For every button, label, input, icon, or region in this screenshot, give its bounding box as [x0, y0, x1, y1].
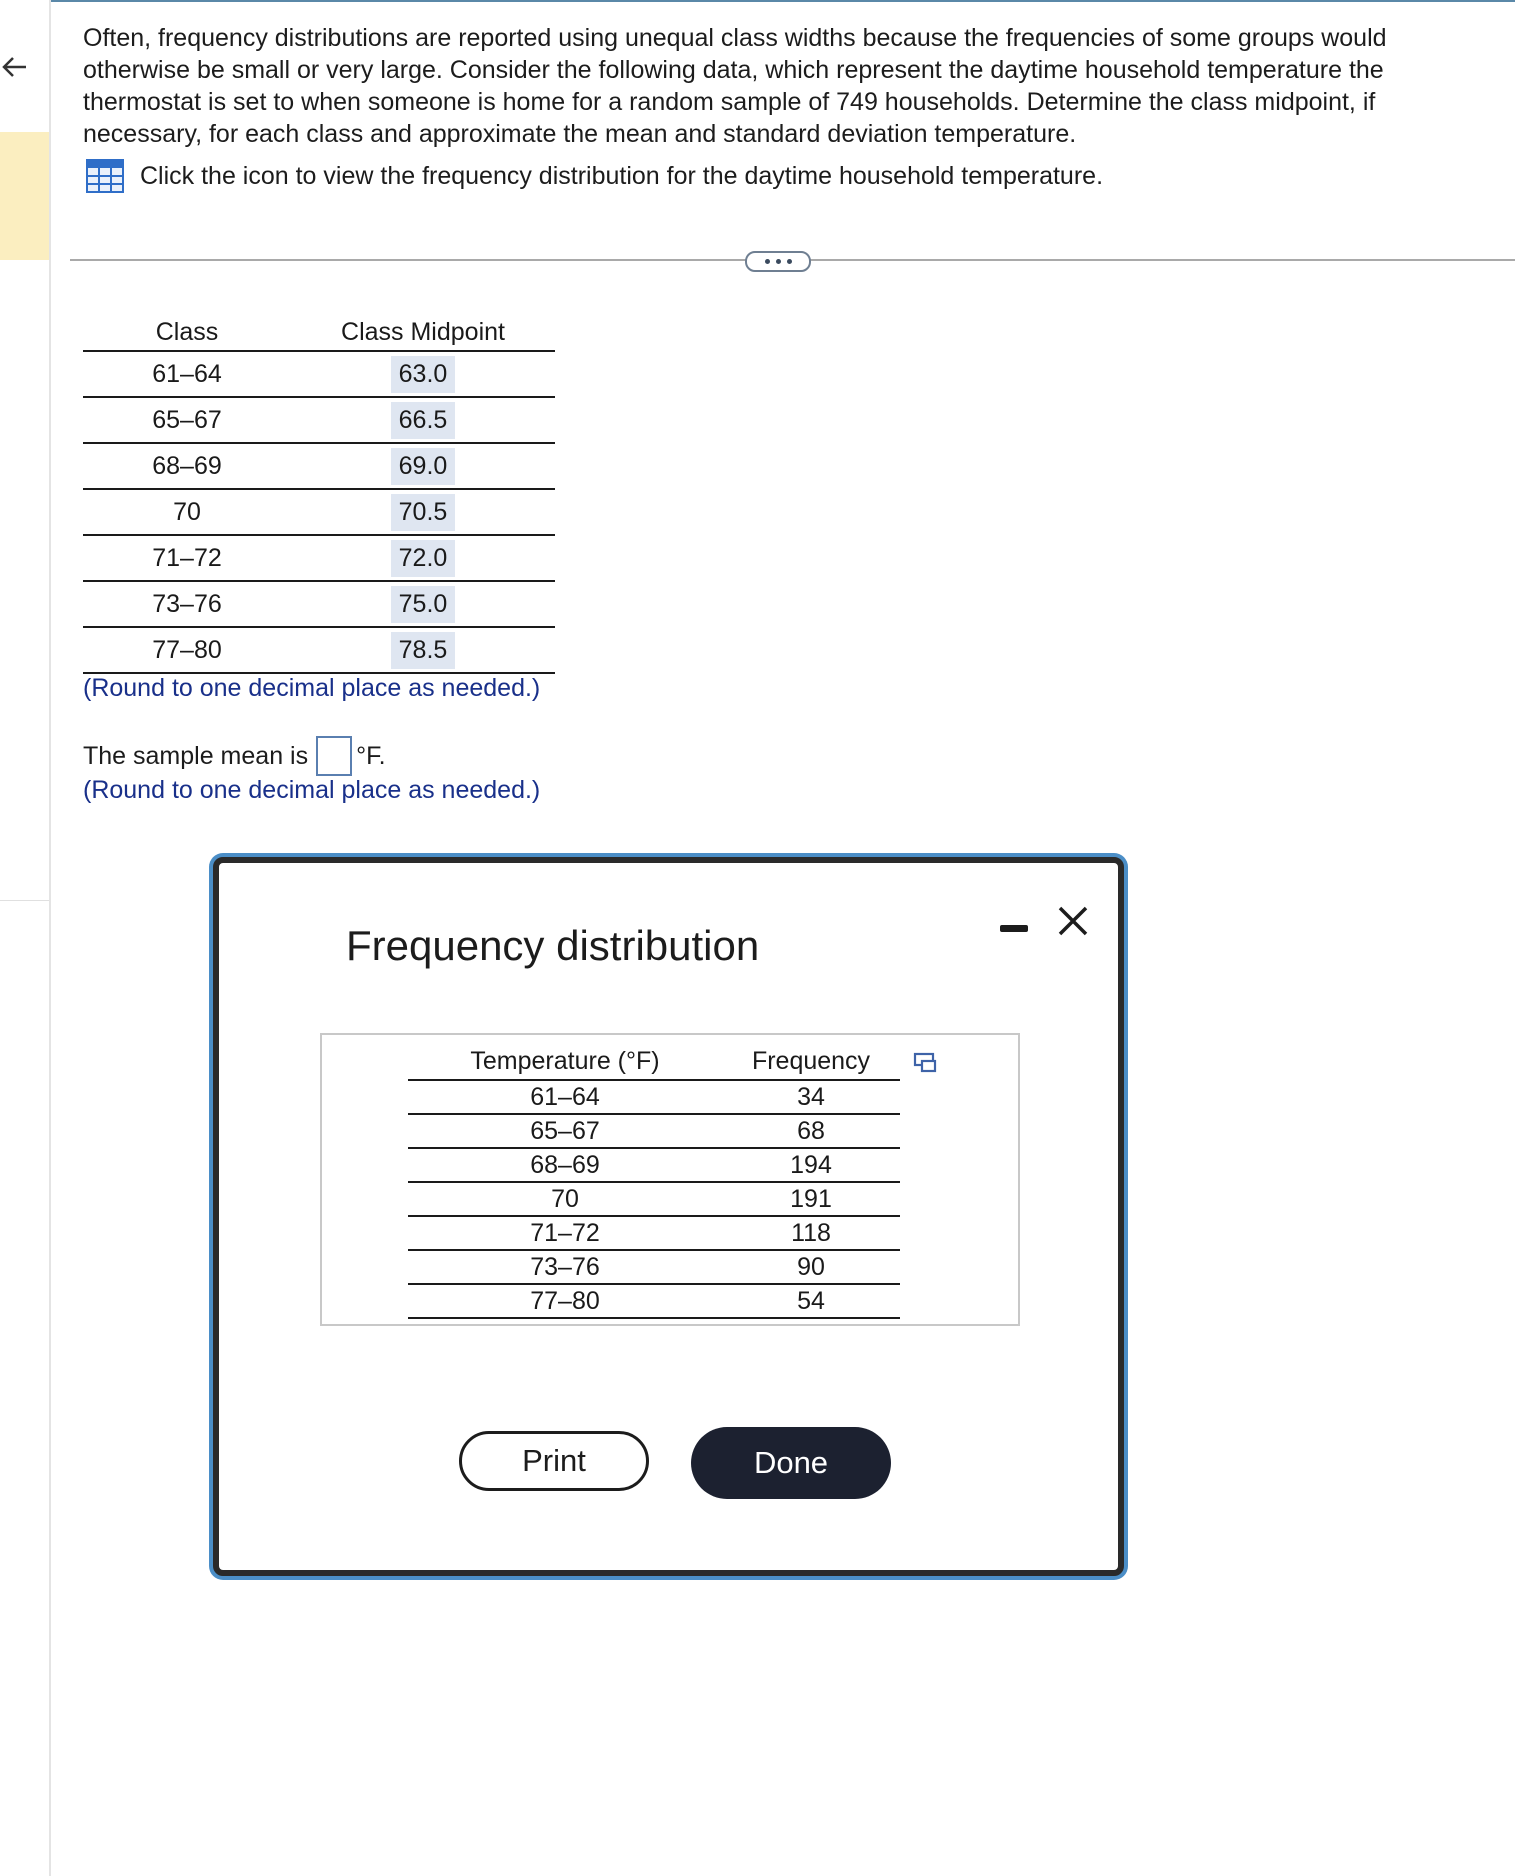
- icon-instruction: Click the icon to view the frequency distribution for the daytime household temperature.: [140, 161, 1104, 190]
- table-row: [83, 352, 555, 398]
- table-row: [408, 1251, 900, 1285]
- frequency-table-header: [408, 1043, 900, 1081]
- midpoint-table-header: [83, 314, 555, 352]
- class-cell: 77–80: [152, 635, 222, 664]
- mean-unit: °F.: [356, 741, 386, 770]
- table-grid-icon[interactable]: [86, 159, 124, 193]
- temperature-cell: 71–72: [530, 1218, 600, 1247]
- dialog-title: Frequency distribution: [346, 922, 760, 969]
- class-header: Class: [155, 317, 219, 346]
- expand-more-button[interactable]: [745, 251, 811, 272]
- midpoint-rounding-hint: (Round to one decimal place as needed.): [83, 674, 541, 702]
- mean-label: The sample mean is: [83, 741, 309, 770]
- sample-mean-line: [83, 736, 386, 776]
- frequency-cell: 118: [791, 1218, 831, 1247]
- midpoint-header: Class Midpoint: [341, 317, 505, 346]
- midpoint-value[interactable]: 69.0: [391, 448, 456, 485]
- frequency-cell: 54: [797, 1286, 825, 1315]
- top-border: [0, 0, 1515, 2]
- midpoint-table: [83, 314, 555, 674]
- midpoint-value[interactable]: 75.0: [391, 586, 456, 623]
- table-row: [408, 1183, 900, 1217]
- midpoint-value[interactable]: 66.5: [391, 402, 456, 439]
- midpoint-value[interactable]: 78.5: [391, 632, 456, 669]
- midpoint-value[interactable]: 72.0: [391, 540, 456, 577]
- copy-icon[interactable]: [913, 1052, 939, 1074]
- temperature-cell: 77–80: [530, 1286, 600, 1315]
- temperature-cell: 65–67: [530, 1116, 600, 1145]
- table-row: [408, 1115, 900, 1149]
- frequency-cell: 194: [790, 1150, 832, 1179]
- midpoint-value[interactable]: 70.5: [391, 494, 456, 531]
- frequency-cell: 68: [797, 1116, 825, 1145]
- gutter-divider: [0, 900, 49, 901]
- class-cell: 70: [173, 497, 201, 526]
- temperature-cell: 70: [551, 1184, 579, 1213]
- table-row: [83, 444, 555, 490]
- class-cell: 71–72: [152, 543, 222, 572]
- frequency-cell: 34: [797, 1082, 825, 1111]
- table-row: [83, 398, 555, 444]
- table-row: [83, 582, 555, 628]
- frequency-cell: 90: [797, 1252, 825, 1281]
- midpoint-value[interactable]: 63.0: [391, 356, 456, 393]
- question-marker: [0, 132, 49, 260]
- temperature-header: Temperature (°F): [470, 1046, 660, 1075]
- class-cell: 68–69: [152, 451, 222, 480]
- class-cell: 61–64: [152, 359, 222, 388]
- table-row: [83, 536, 555, 582]
- frequency-header: Frequency: [751, 1046, 871, 1075]
- table-row: [408, 1081, 900, 1115]
- mean-rounding-hint: (Round to one decimal place as needed.): [83, 776, 541, 804]
- class-cell: 65–67: [152, 405, 222, 434]
- frequency-cell: 191: [790, 1184, 832, 1213]
- question-text: Often, frequency distributions are reported using unequal class widths because the frequencies of some groups would otherwise be small or very large. Consider the following data, which represent the daytime household temperature the thermostat is set to when someone is home for a random sample of 749 households. Determine the class midpoint, if necessary, for each class and approximate the mean and standard deviation temperature.: [83, 24, 1387, 148]
- table-row: [408, 1149, 900, 1183]
- print-button[interactable]: Print: [459, 1431, 649, 1491]
- minimize-icon: [1000, 925, 1028, 932]
- class-cell: 73–76: [152, 589, 222, 618]
- minimize-button[interactable]: [998, 917, 1032, 937]
- temperature-cell: 61–64: [530, 1082, 600, 1111]
- frequency-icon-line: [86, 159, 1103, 193]
- done-button[interactable]: Done: [691, 1427, 891, 1499]
- table-row: [408, 1217, 900, 1251]
- frequency-distribution-dialog: [213, 857, 1124, 1576]
- temperature-cell: 73–76: [530, 1252, 600, 1281]
- back-arrow-icon[interactable]: [0, 52, 30, 82]
- table-row: [83, 628, 555, 674]
- table-row: [408, 1285, 900, 1319]
- frequency-table: [408, 1043, 900, 1319]
- table-row: [83, 490, 555, 536]
- frequency-table-container: [320, 1033, 1020, 1326]
- close-icon[interactable]: [1055, 903, 1091, 939]
- mean-answer-input[interactable]: [316, 736, 352, 776]
- temperature-cell: 68–69: [530, 1150, 600, 1179]
- left-gutter: [0, 0, 51, 1876]
